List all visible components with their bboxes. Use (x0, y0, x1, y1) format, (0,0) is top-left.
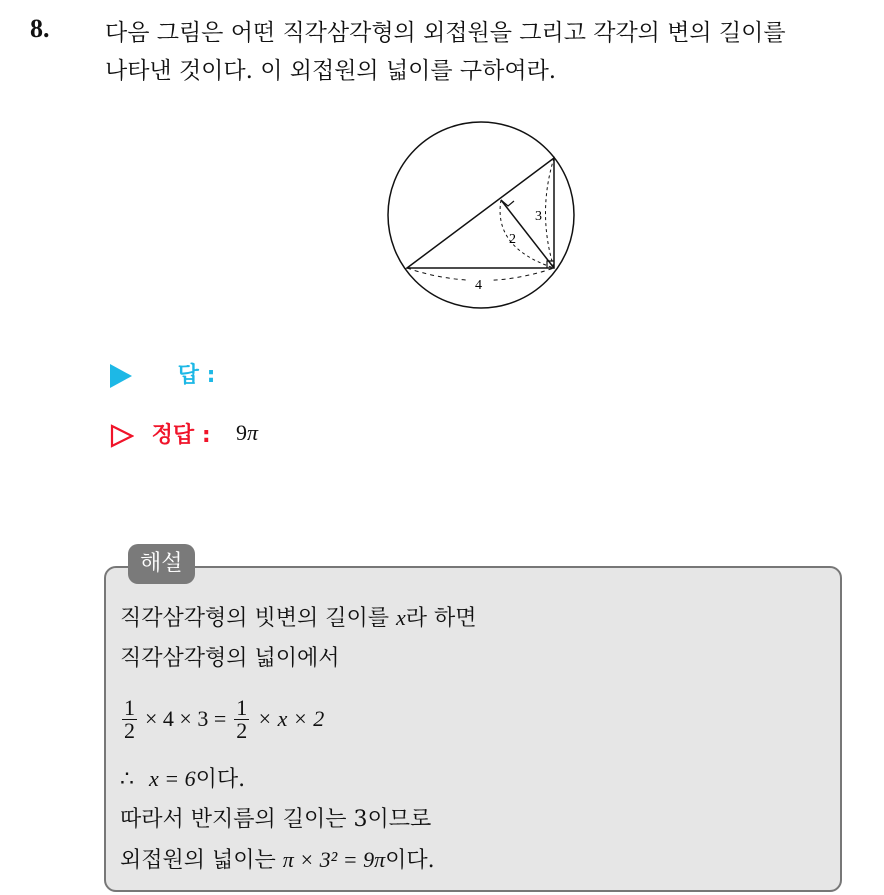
answer-label: 답 : (177, 363, 216, 388)
fraction-right: $\frac{1}{2}$ (236, 694, 248, 743)
solution-equation: $\frac{1}{2}$ × 4 × 3 = $\frac{1}{2}$ × x × 2 (124, 694, 325, 743)
question-number: 8. (30, 14, 50, 43)
solution-line-2: 직각삼각형의 넓이에서 (120, 646, 340, 671)
correct-answer-row (110, 418, 211, 449)
solution-line-6: 외접원의 넓이는 π × 3² = 9π이다. (120, 847, 435, 873)
correct-answer-label: 정답 : (151, 423, 211, 448)
outline-triangle-icon (110, 424, 134, 448)
play-triangle-icon (110, 364, 132, 388)
label-base: 4 (475, 278, 482, 293)
right-triangle (407, 158, 554, 268)
solution-line-4: ∴ x = 6이다. (120, 766, 246, 792)
label-height: 2 (509, 232, 516, 247)
answer-row (110, 358, 215, 389)
solution-body (120, 598, 477, 881)
question-text (105, 14, 865, 90)
correct-answer-value: 9π (236, 420, 259, 445)
dashed-arc-leg (546, 158, 555, 268)
fraction-left: $\frac{1}{2}$ (124, 694, 135, 743)
question-line-2: 나타낸 것이다. 이 외접원의 넓이를 구하여라. (105, 58, 557, 84)
question-line-1: 다음 그림은 어떤 직각삼각형의 외접원을 그리고 각각의 변의 길이를 (105, 20, 786, 46)
solution-line-5: 따라서 반지름의 길이는 3이므로 (120, 807, 432, 832)
label-leg: 3 (535, 209, 542, 224)
solution-tag: 해설 (128, 544, 195, 584)
solution-line-1: 직각삼각형의 빗변의 길이를 x라 하면 (120, 605, 477, 631)
circumcircle-figure (385, 118, 585, 318)
